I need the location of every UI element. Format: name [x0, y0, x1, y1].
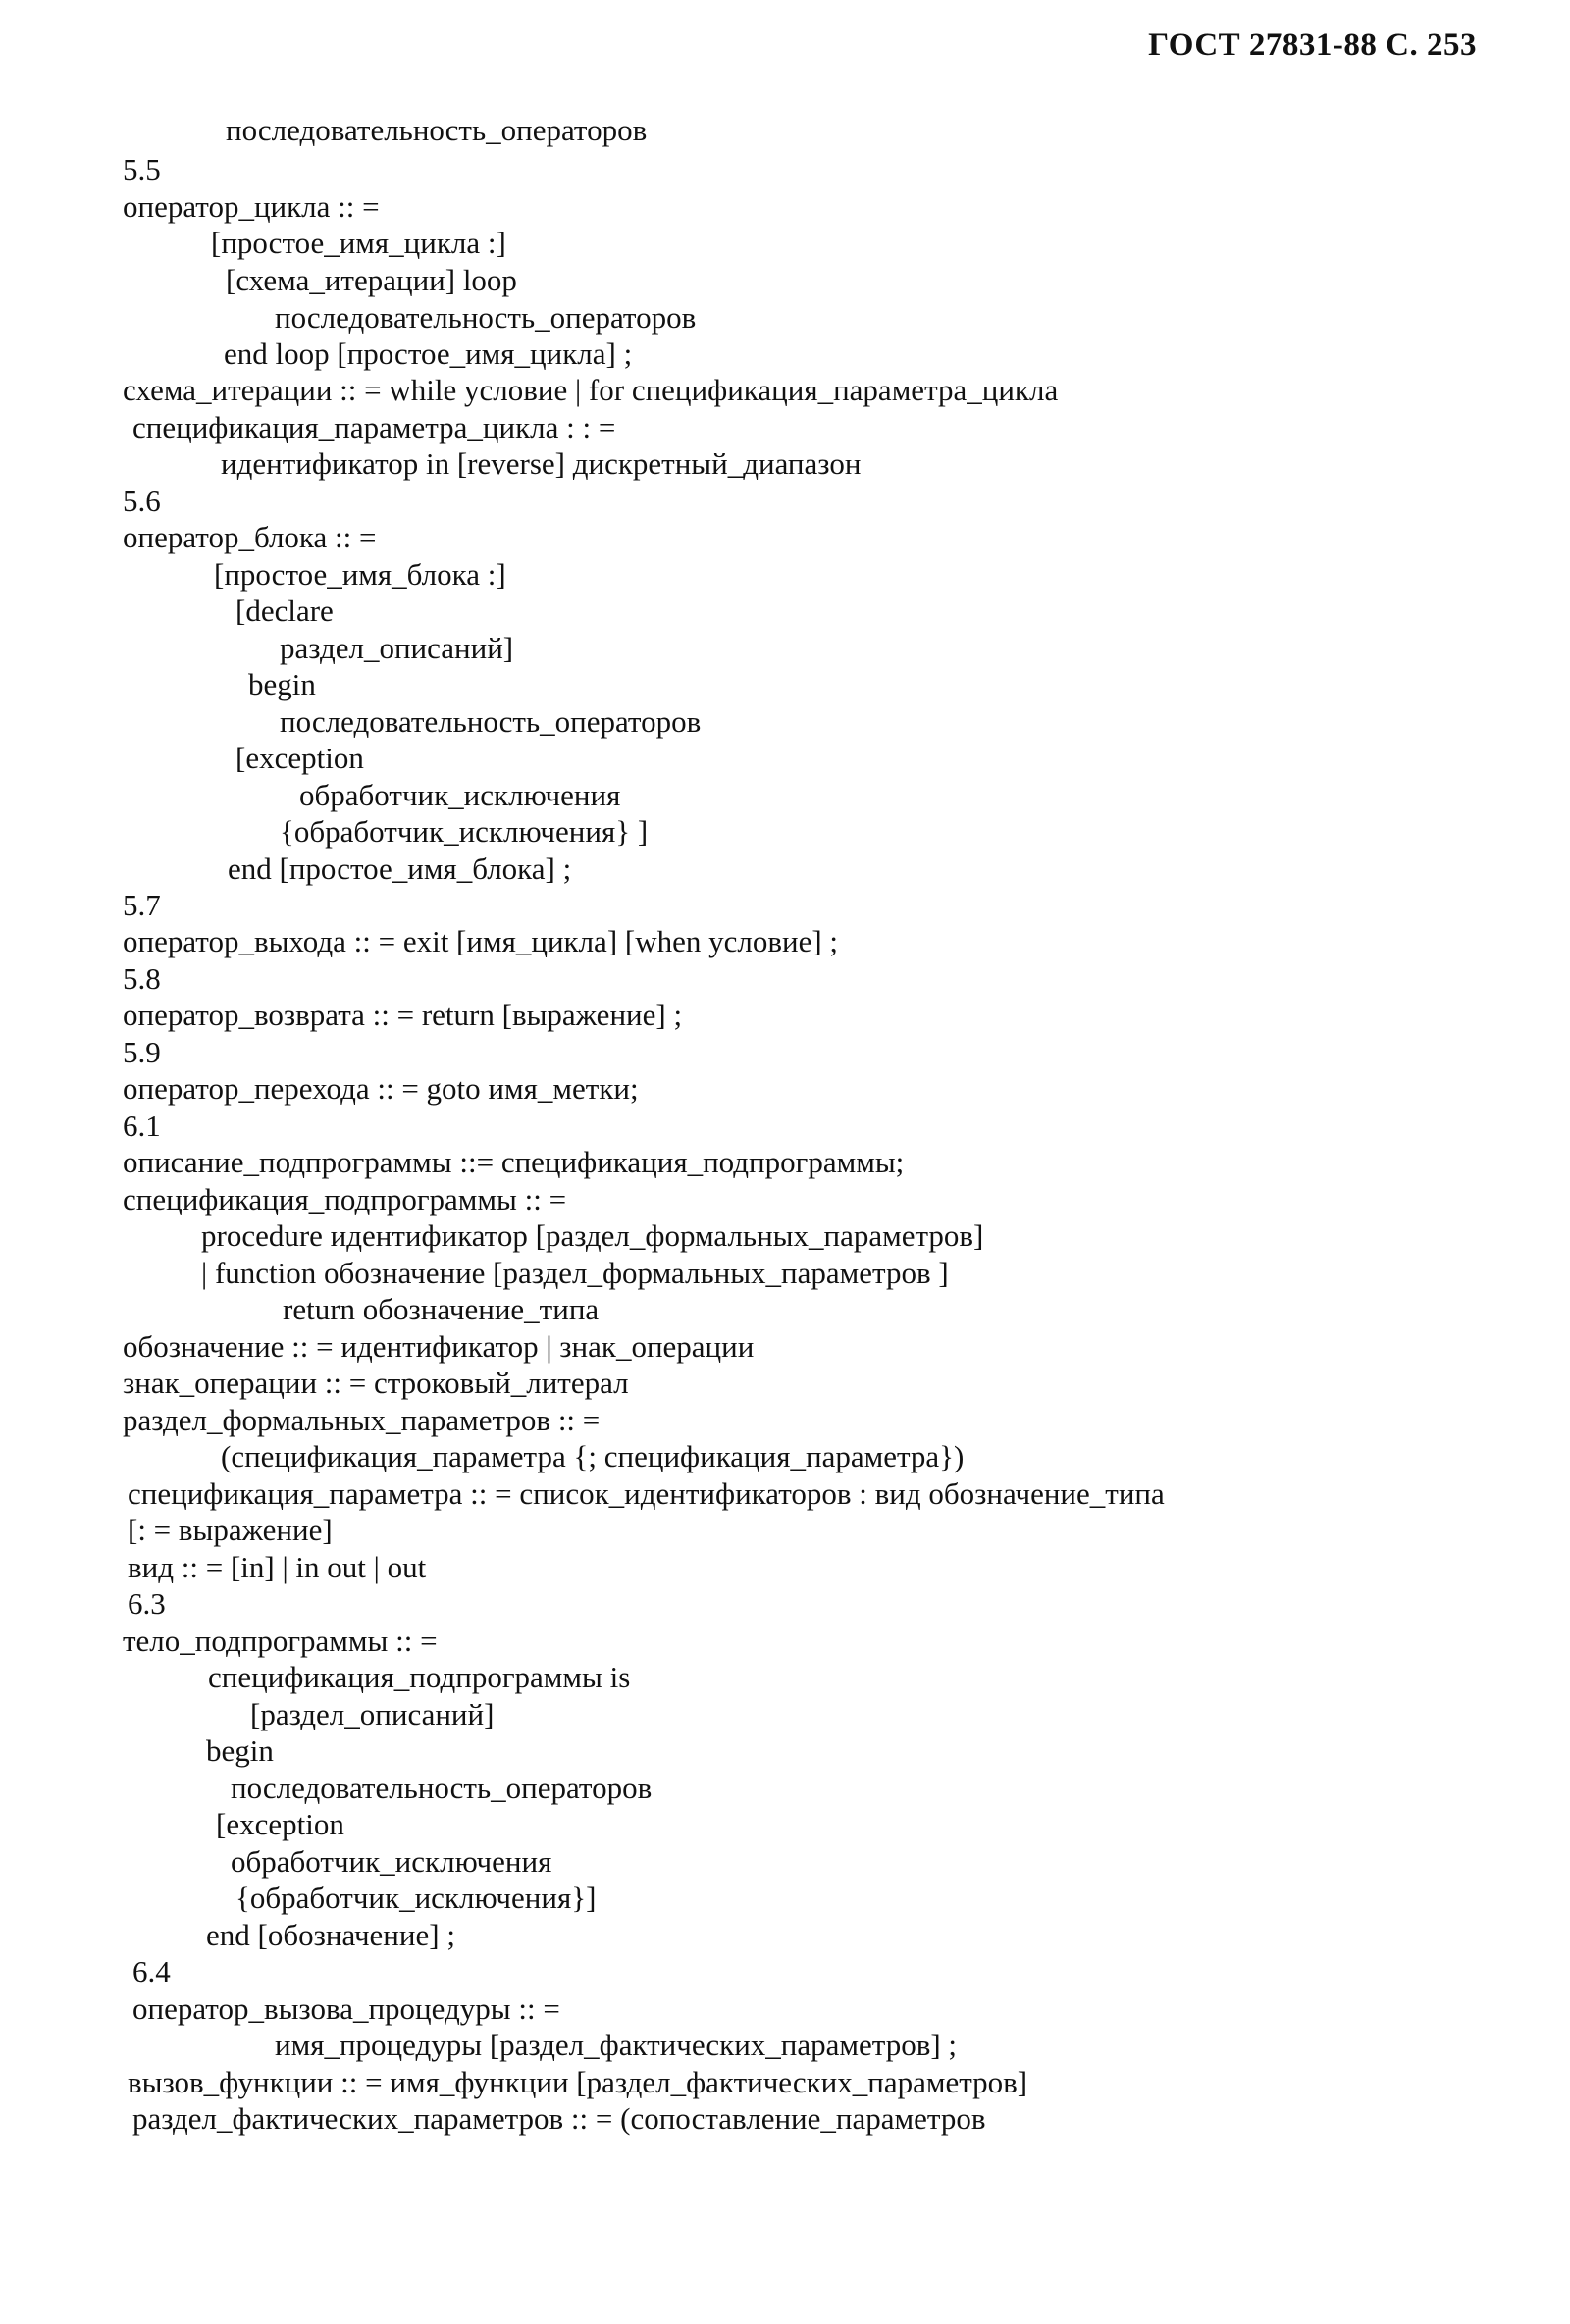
section-number: 6.4 — [132, 1954, 171, 1988]
text-line: оператор_цикла :: = — [123, 189, 380, 224]
text-line: return обозначение_типа — [283, 1292, 600, 1326]
text-line: | function обозначение [раздел_формальных_параметров ] — [201, 1256, 949, 1290]
text-line: end [обозначение] ; — [206, 1918, 455, 1952]
text-line: [exception — [236, 741, 364, 775]
text-line: описание_подпрограммы ::= спецификация_подпрограммы; — [123, 1145, 905, 1179]
text-line: оператор_выхода :: = exit [имя_цикла] [when условие] ; — [123, 924, 839, 958]
text-line: последовательность_операторов — [231, 1771, 653, 1805]
text-line: [схема_итерации] loop — [226, 263, 517, 297]
text-line: раздел_описаний] — [280, 631, 514, 665]
text-line: последовательность_операторов — [226, 113, 648, 147]
text-line: схема_итерации :: = while условие | for спецификация_параметра_цикла — [123, 373, 1059, 407]
text-line: оператор_вызова_процедуры :: = — [132, 1991, 560, 2026]
text-line: [простое_имя_цикла :] — [211, 226, 506, 260]
section-number: 5.8 — [123, 961, 161, 996]
section-number: 6.1 — [123, 1109, 161, 1143]
text-line: обработчик_исключения — [299, 778, 621, 812]
section-number: 5.9 — [123, 1035, 161, 1069]
text-line: end [простое_имя_блока] ; — [228, 852, 572, 886]
text-line: вид :: = [in] | in out | out — [128, 1550, 427, 1584]
text-line: тело_подпрограммы :: = — [123, 1624, 438, 1658]
text-line: end loop [простое_имя_цикла] ; — [224, 336, 633, 371]
text-line: procedure идентификатор [раздел_формальных_параметров] — [201, 1218, 984, 1253]
text-line: оператор_перехода :: = goto имя_метки; — [123, 1071, 639, 1106]
text-line: спецификация_подпрограммы :: = — [123, 1182, 567, 1216]
text-line: begin — [206, 1733, 274, 1768]
section-number: 5.7 — [123, 888, 161, 922]
text-line: (спецификация_параметра {; спецификация_параметра}) — [221, 1439, 965, 1473]
text-line: спецификация_параметра_цикла : : = — [132, 410, 616, 444]
text-line: обработчик_исключения — [231, 1844, 552, 1879]
text-line: обозначение :: = идентификатор | знак_операции — [123, 1329, 755, 1364]
text-line: [простое_имя_блока :] — [214, 557, 506, 592]
text-line: раздел_формальных_параметров :: = — [123, 1403, 601, 1437]
text-line: {обработчик_исключения} ] — [280, 814, 649, 849]
text-line: [раздел_описаний] — [250, 1697, 495, 1731]
text-line: оператор_возврата :: = return [выражение] ; — [123, 998, 683, 1032]
text-line: {обработчик_исключения}] — [236, 1881, 597, 1915]
text-line: последовательность_операторов — [275, 300, 697, 335]
section-number: 5.6 — [123, 484, 161, 518]
text-line: раздел_фактических_параметров :: = (сопоставление_параметров — [132, 2101, 986, 2136]
text-line: спецификация_параметра :: = список_идентификаторов : вид обозначение_типа — [128, 1476, 1165, 1511]
page-header: ГОСТ 27831-88 С. 253 — [1148, 27, 1477, 63]
text-line: знак_операции :: = строковый_литерал — [123, 1366, 629, 1400]
text-line: спецификация_подпрограммы is — [208, 1660, 631, 1694]
section-number: 6.3 — [128, 1586, 166, 1621]
text-line: идентификатор in [reverse] дискретный_диапазон — [221, 446, 862, 481]
text-line: [declare — [236, 594, 334, 628]
text-line: оператор_блока :: = — [123, 520, 377, 554]
text-line: имя_процедуры [раздел_фактических_параметров] ; — [275, 2028, 958, 2062]
text-line: begin — [248, 667, 316, 701]
text-line: последовательность_операторов — [280, 704, 702, 739]
text-line: [exception — [216, 1807, 344, 1841]
section-number: 5.5 — [123, 152, 161, 186]
text-line: вызов_функции :: = имя_функции [раздел_фактических_параметров] — [128, 2065, 1028, 2099]
text-line: [: = выражение] — [128, 1513, 333, 1547]
